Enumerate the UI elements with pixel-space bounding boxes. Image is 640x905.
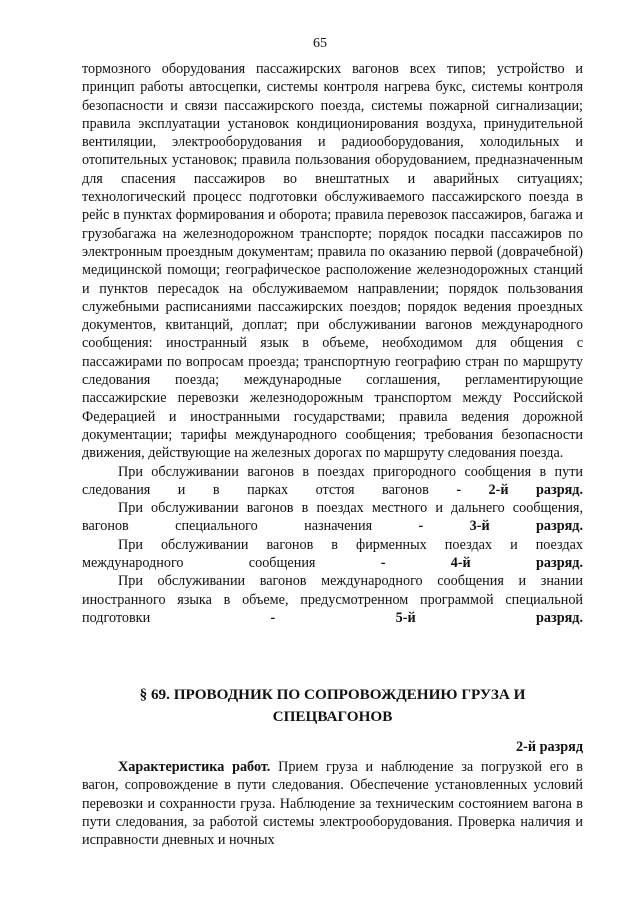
duty-paragraph-grade-3 [82, 499, 583, 536]
duty-grade: - 4-й разряд. [380, 555, 583, 572]
section-title-line-2: СПЕЦВАГОНОВ [272, 708, 393, 725]
duty-text: При обслуживании вагонов в поездах местного и дальнего сообщения, вагонов специального назначения [82, 500, 583, 535]
characteristics-paragraph [82, 758, 583, 849]
characteristics-label: Характеристика работ. [118, 759, 271, 775]
duty-text: При обслуживании вагонов международного сообщения и знании иностранного языка в объеме, предусмотренном программой специальной подготовки [82, 573, 583, 626]
duty-grade: - 3-й разряд. [418, 518, 584, 535]
body-text [82, 60, 583, 627]
duty-text: При обслуживании вагонов в фирменных поездах и поездах международного сообщения [82, 536, 583, 572]
characteristics-text: Прием груза и наблюдение за погрузкой его в вагон, сопровождение в пути следования. Обеспечение установленных условий перевозки и сохранности груза. Наблюдение за техническим состоянием вагона в пути следования, за работой системы электрооборудования. Проверка наличия и исправности дневных и ночных [82, 759, 584, 849]
section-grade-heading: 2-й разряд [516, 739, 583, 755]
duty-grade: - 5-й разряд. [270, 609, 583, 626]
duty-paragraph-grade-5 [82, 572, 583, 627]
main-paragraph: тормозного оборудования пассажирских вагонов всех типов; устройство и принцип работы автосцепки, системы контроля нагрева букс, системы контроля безопасности и связи пассажирского поезда, системы пожарной сигнализации; правила эксплуатации установок кондиционирования воздуха, принудительной вентиляции, электрооборудования и радиооборудования, холодильных и отопительных установок; правила пользования оборудованием, предназначенным для спасения пассажиров во внештатных и аварийных ситуациях; технологический процесс подготовки обслуживаемого пассажирского поезда в рейс в пунктах формирования и оборота; правила перевозок пассажиров, багажа и грузобагажа на железнодорожном транспорте; порядок посадки пассажиров по электронным проездным документам; правила по оказанию первой (доврачебной) медицинской помощи; географическое расположение железнодорожных станций и пунктов пересадок на обслуживаемом направлении; порядок пользования служебными расписаниями пассажирских поездов; порядок ведения проездных документов, квитанций, доплат; при обслуживании вагонов международного сообщения: иностранный язык в объеме, необходимом для общения с пассажирами по вопросам проезда; транспортную географию стран по маршруту следования поезда; международные соглашения, регламентирующие пассажирские перевозки железнодорожным транспортом между Российской Федерацией и иностранными государствами; правила ведения дорожной документации; тарифы международного сообщения; требования безопасности движения, действующие на железных дорогах по маршруту следования поезда. [82, 61, 583, 462]
section-title [82, 684, 583, 728]
section-title-line-1: § 69. ПРОВОДНИК ПО СОПРОВОЖДЕНИЮ ГРУЗА И [139, 686, 526, 703]
duty-text: При обслуживании вагонов в поездах пригородного сообщения в пути следования и в парках отстоя вагонов [82, 463, 583, 498]
duty-grade: - 2-й разряд. [456, 481, 584, 498]
duty-paragraph-grade-4 [82, 536, 583, 573]
duty-paragraph-grade-2 [82, 463, 583, 500]
page-number: 65 [313, 36, 327, 51]
